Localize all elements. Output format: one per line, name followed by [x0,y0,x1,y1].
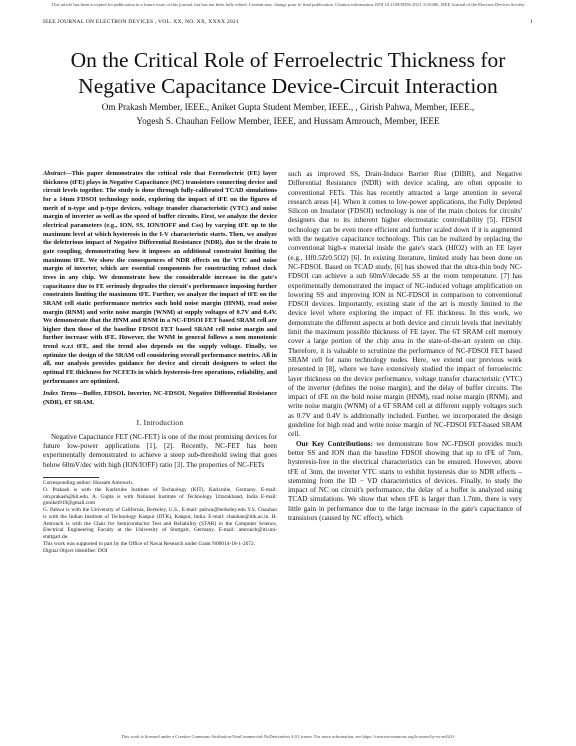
top-notice: This article has been accepted for publication in a future issue of this journal, but has not been fully edited. Content may change prior to final publication. Citation information: DOI 10.1109/JEDS.2021.3110486, IEEE Journal of the Electron Devices Society [51,2,525,7]
footnote-funding: This work was supported in part by the Office of Naval Research under Grant N00014-18-1-2672. [43,541,256,548]
page-number: 1 [530,19,533,25]
abstract-text: —This paper demonstrates the critical role that Ferroelectric (FE) layer thickness (tFE) plays in Negative Capacitance (NC) transistors connecting device and circuit levels together. The study is done through fully-calibrated TCAD simulations for a 14nm FDSOI technology node, exploring the impact of tFE on the figures of merit of n-type and p-type devices, voltage transfer characteristic (VTC) and noise margin of inverter as well as the speed of buffer circuits. First, we analyze the device electrical parameters (e.g., ION, SS, ION/IOFF and Css) by varying tFE up to the maximum level at which hysteresis in the I-V characteristic starts. Then, we analyze the deleterious impact of Negative Differential Resistance (NDR), due to the drain to gate coupling, demonstrating how it imposes an additional constraint limiting the maximum tFE. We show the consequences of NDR effects on the VTC and noise margin of inverter, which are essential components for constructing robust clock trees in any chip. We demonstrate how the considerable increase in the gate's capacitance due to FE seriously degrades the circuit's performance imposing further constraints limiting the maximum tFE. Further, we analyze the impact of tFE on the SRAM cell static performance metrics such hold noise margin (HNM), read noise margin (RNM) and write noise margin (WNM) at supply voltages of 0.7V and 0.4V. We demonstrate that the HNM and RNM in a NC-FDSOI FET based SRAM cell are higher then those of the baseline FDSOI FET based SRAM cell noise margin and further increase with tFE. However, the WNM in general follows a non monotonic trend w.r.t tFE, and the trend also depends on the supply voltage. Finally, we optimize the design of the SRAM cell considering overall performance metrics. All in all, our analysis provides guidance for device and circuit designers to select the optimal FE thickness for NCFETs in which hysteresis-free operations, reliability, and performance are optimized. [43,170,277,385]
section-heading-introduction: I. Introduction [136,417,184,427]
author-list [40,101,536,128]
left-column [43,170,277,555]
license-notice: This work is licensed under a Creative Commons Attribution-NonCommercial-NoDerivatives 4.0 License. For more information, see https://creativecommons.org/licenses/by-nc-nd/4.0/ [121,734,455,739]
footnote-divider [43,477,99,478]
footnote-doi: Digital Object Identifier: DOI [43,547,108,554]
index-terms-text: —Buffer, FDSOI, Inverter, NC-FDSOI, Negative Differential Resistance (NDR), 6T SRAM. [43,390,277,407]
contributions-text: we demonstrate how NC-FDSOI provides much better SS and ION than the baseline FDSOI showing that up to tFE of 7nm, hysteresis-free in the electrical characteristics can be ensured. However, above tFE of 3nm, the inverter VTC starts to exhibit hysteresis due to NDR effects – stemming from the ID − VD characteristics of devices. Finally, to study the impact of NC on circuit's performance, the delay of a buffer is analyzed using TCAD simulations. We show that when tFE is larger than 1.7nm, there is very little gain in performance due to the large increase in the gate's capacitance of transistors (caused by NC effect), which [288,439,522,522]
index-terms [43,390,277,407]
footnote-affiliation-2: G. Pahwa is with the University of California, Berkeley, U.S., E-mail: pahwa@berkeley.edu Y.S. Chauhan is with the Indian Institute of Technology Kanpur (IITK), Kanpur, India. E-mail: chauhan@iitk.ac.in. H. Amrouch is with the Chair for Semiconductor Test and Reliability (STAR) in the Computer Science, Electrical Engineering Faculty at the University of Stuttgart, Germany. E-mail: amrouch@iti.uni-stuttgart.de. [43,507,277,541]
running-head [43,19,533,25]
body-paragraph: such as improved SS, Drain-Induce Barrier Rise (DIBR), and Negative Differential Resistance (NDR) with device scaling, are often opposite to conventional FETs. This has recently attracted a large attention in several research areas [4]. When it comes to low-power applications, the Fully Depleted Silicon on Insulator (FDSOI) technology is one of the main choices for circuits' designers due to its inherent higher electrostatic controllability [5]. FDSOI technology can be even more efficient and further scaled down if it is augmented with the negative capacitance technology. This can be realized by replacing the conventional high-κ material inside the gate's stack (HfO2) with an FE layer (e.g., Hf0.5Zr0.5O2) [6]. In existing literature, limited study has been done on NC-FDSOI. Based on TCAD study, [6] has showed that the ultra-thin body NC-FDSOI can achieve a sub 60mV/decade SS at the room temperature. [7] has experimentally demonstrated the impact of NC-induced voltage amplification on lowering SS and improving ION in NC-FDSOI in comparison to conventional FDSOI devices. Importantly, existing state of the art is mostly limited to the device level where exploring the impact of FE thickness. In this work, we demonstrate the different aspects at both device and circuit levels that inevitably limit the maximum possible thickness of FE layer. The 6T SRAM cell memory cover a large portion of the chip area in the state-of-the-art system on chip. Therefore, it is valuable to scrutinize the performance of NC-FDSOI FET based SRAM cell for nano technology nodes. Here, we extend our previous work presented in [8], where we have extensively studied the impact of ferroelectric layer thickness on the device performance, voltage transfer characteristic (VTC) of the inverter (defines the noise margin), and the delay of buffer circuits. The impact of tFE on the hold noise margin (HNM), read noise margin (RNM), and write noise margin (WNM) of a 6T SRAM cell at different supply voltages such as 0.7V and 0.4V is additionally included. Further, we incorporated the design guideline for high read and write noise margin of NC-FDSOI FET-based SRAM cell. [288,170,522,439]
intro-paragraph: Negative Capacitance FET (NC-FET) is one of the most promising devices for future low-power applications [1], [2]. Recently, NC-FET has been experimentally demonstrated to achieve a steep sub-threshold swing that goes below 60mV/dec with high (ION/IOFF) ratio [3]. The properties of NC-FETs [43,432,277,469]
author-line-1: Om Prakash Member, IEEE., Aniket Gupta Student Member, IEEE., , Girish Pahwa, Member, IEEE., [101,102,475,112]
journal-name: IEEE JOURNAL ON ELECTRON DEVICES , VOL. XX, NO. XX, XXXX 2021 [43,19,239,25]
footnote-affiliation-1: O. Prakash is with the Karlsruhe Institute of Technology (KIT), Karlsruhe, Germany. E-mail: om.prakash@kit.edu. A. Gupta is with National Institute of Technology Uttarakhand, India E-mail: guniket919@gmail.com [43,486,277,507]
footnote-corresponding: Corresponding author: Hussam Amrouch. [43,479,134,486]
author-line-2: Yogesh S. Chauhan Fellow Member, IEEE, and Hussam Amrouch, Member, IEEE [136,115,440,126]
right-column [288,170,522,523]
contributions-paragraph [288,440,522,524]
paper-title: On the Critical Role of Ferroelectric Thickness for Negative Capacitance Device-Circuit Interaction [70,48,506,98]
contributions-label: Our Key Contributions: [296,439,373,448]
abstract [43,170,277,386]
index-terms-label: Index Terms [43,390,77,398]
abstract-label: Abstract [43,170,66,177]
